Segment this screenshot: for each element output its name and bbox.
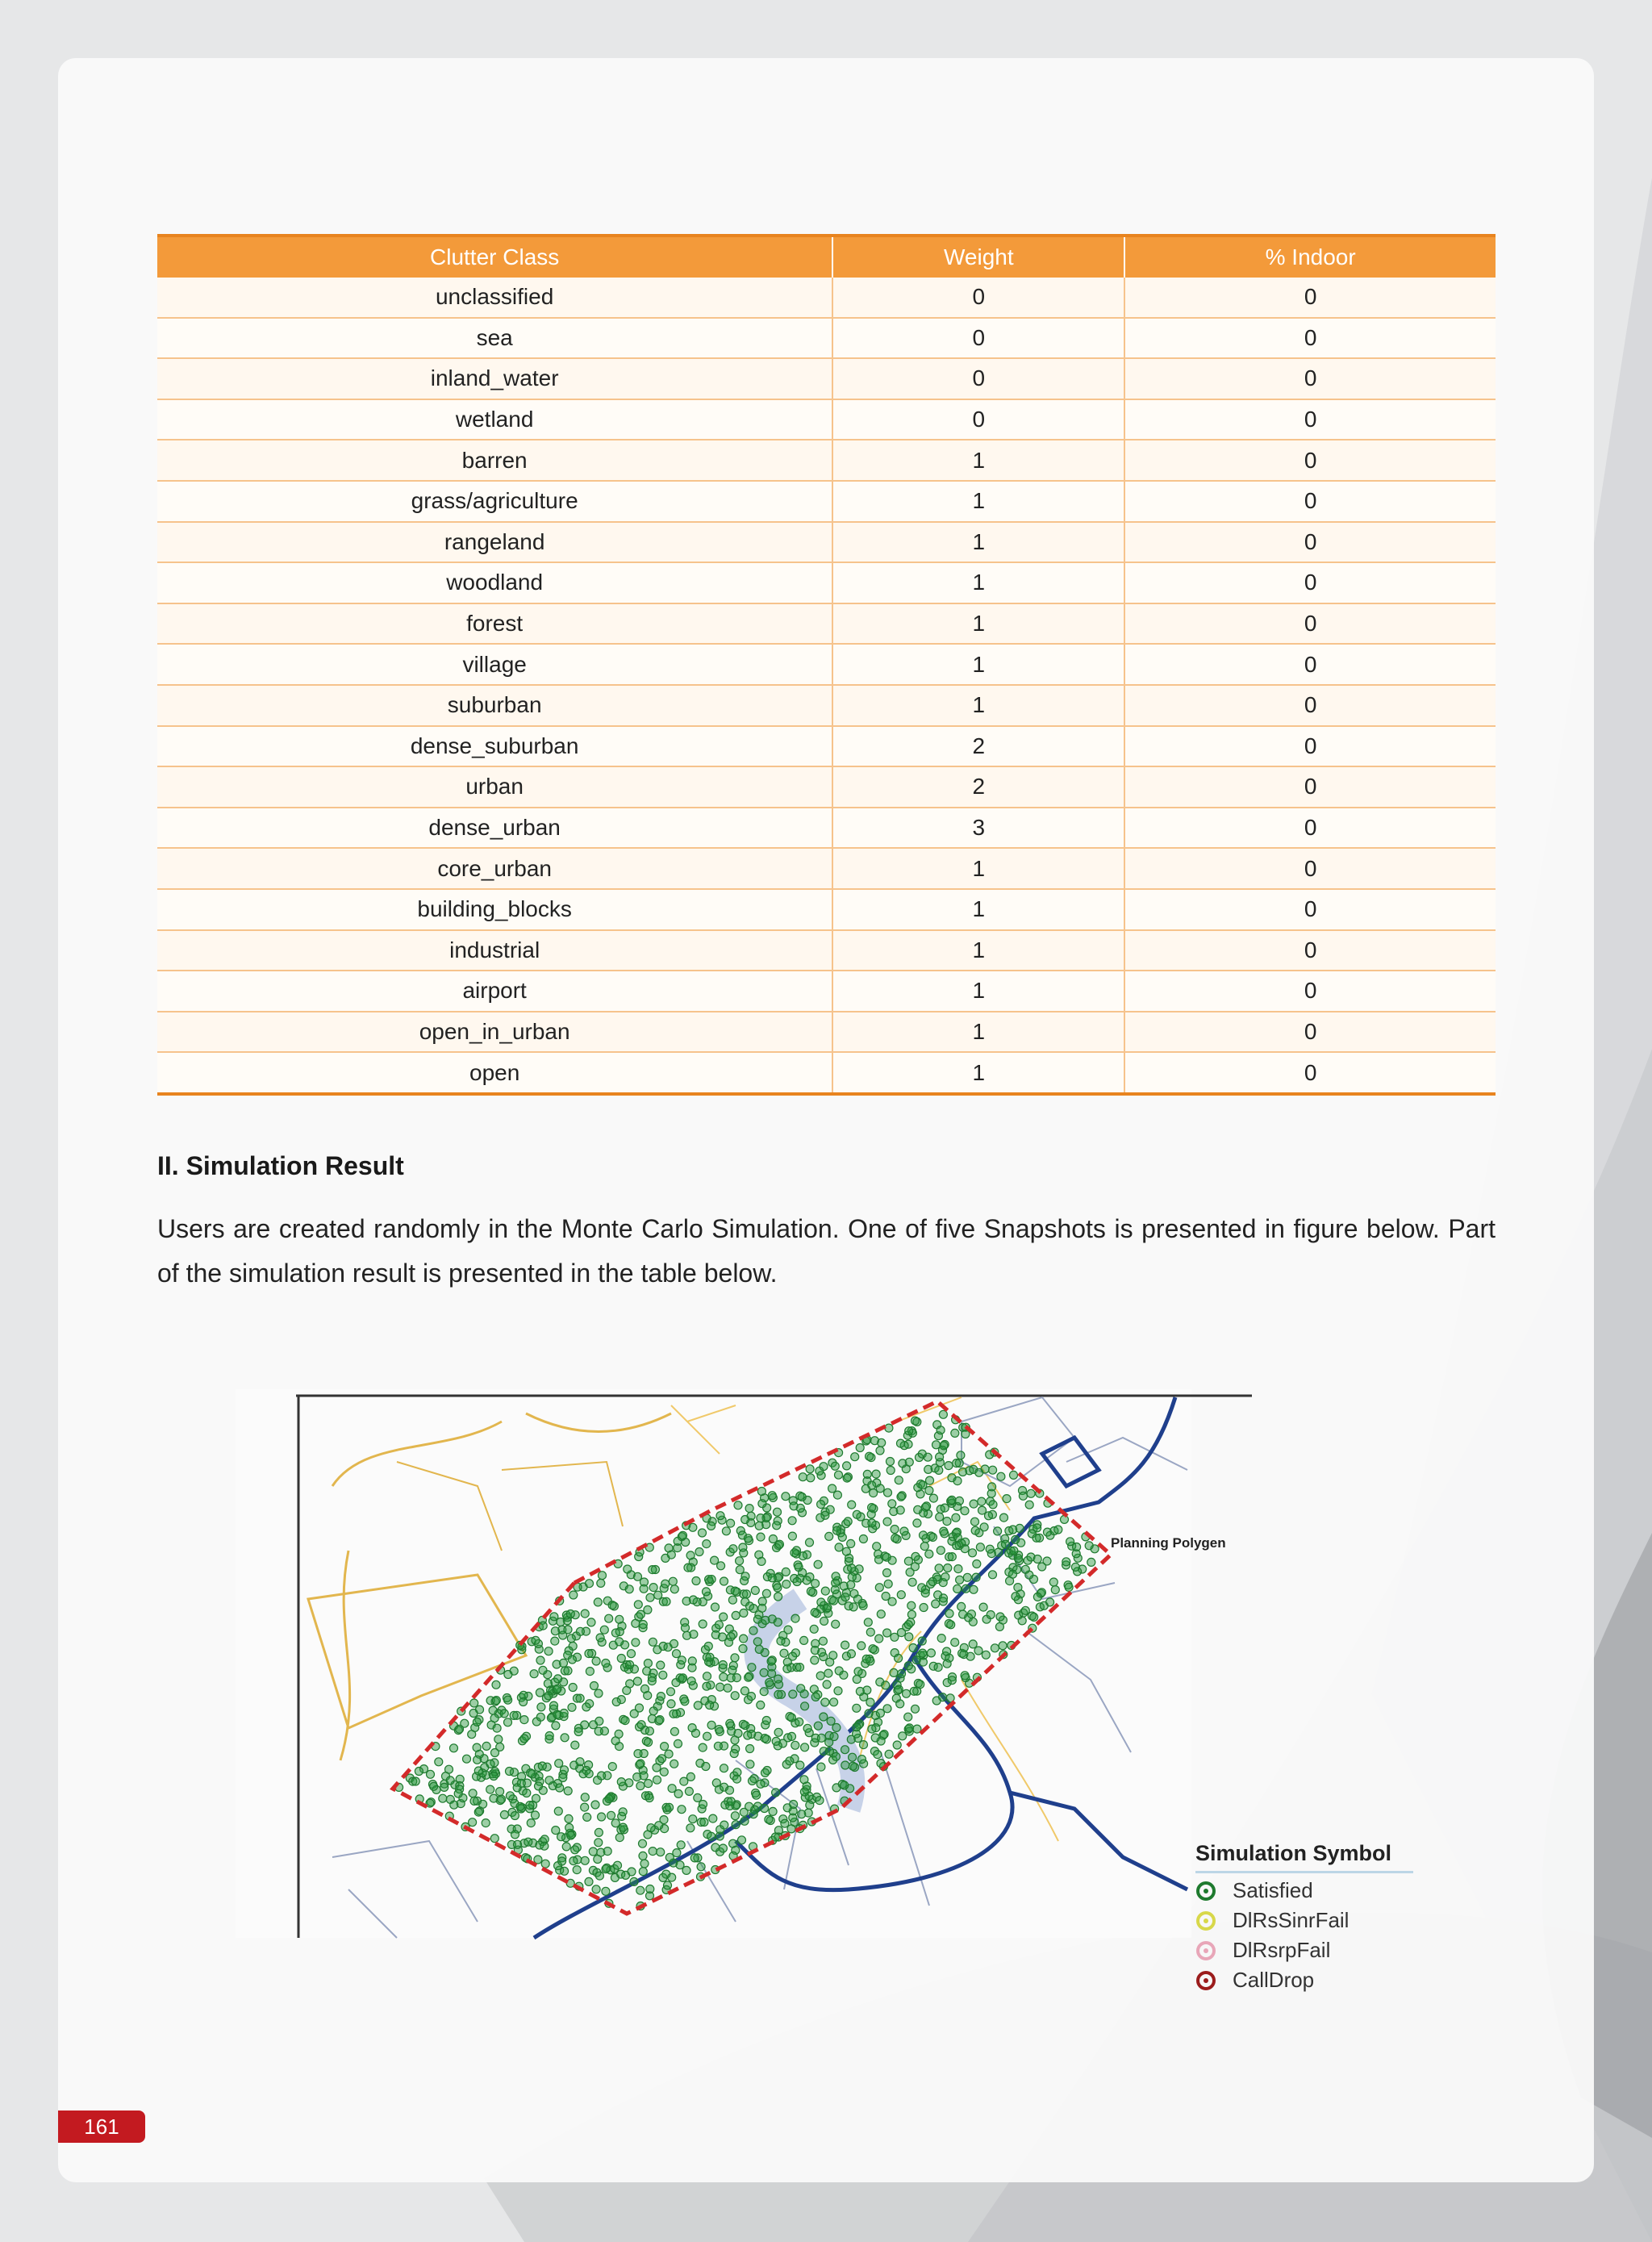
- legend-item: [1195, 1908, 1486, 1933]
- cell-clutter-class: woodland: [157, 562, 832, 603]
- legend-symbol-icon: [1195, 1879, 1233, 1903]
- table-body: [157, 278, 1496, 1094]
- cell-clutter-class: industrial: [157, 930, 832, 971]
- cell-indoor: 0: [1124, 440, 1496, 481]
- legend-item: [1195, 1938, 1486, 1963]
- cell-clutter-class: inland_water: [157, 358, 832, 399]
- legend-item: [1195, 1968, 1486, 1993]
- header-clutter-class: Clutter Class: [157, 236, 832, 278]
- cell-clutter-class: open: [157, 1052, 832, 1094]
- cell-weight: 1: [832, 481, 1124, 522]
- legend-label: CallDrop: [1233, 1968, 1315, 1992]
- cell-weight: 1: [832, 522, 1124, 563]
- cell-indoor: 0: [1124, 481, 1496, 522]
- cell-indoor: 0: [1124, 603, 1496, 645]
- table-row: [157, 808, 1496, 849]
- table-row: [157, 685, 1496, 726]
- section-paragraph: Users are created randomly in the Monte Carlo Simulation. One of five Snapshots is presented in figure below. Part of the simulation result is presented in the table below.: [157, 1214, 1496, 1288]
- cell-clutter-class: unclassified: [157, 278, 832, 318]
- clutter-table-wrapper: [157, 234, 1496, 1096]
- cell-indoor: 0: [1124, 1052, 1496, 1094]
- simulation-map-figure: [236, 1389, 1226, 1938]
- legend-label: Satisfied: [1233, 1878, 1313, 1902]
- cell-weight: 1: [832, 1012, 1124, 1053]
- cell-weight: 1: [832, 1052, 1124, 1094]
- cell-clutter-class: sea: [157, 318, 832, 359]
- cell-indoor: 0: [1124, 358, 1496, 399]
- cell-weight: 1: [832, 930, 1124, 971]
- cell-indoor: 0: [1124, 522, 1496, 563]
- clutter-class-table: [157, 234, 1496, 1096]
- cell-clutter-class: village: [157, 644, 832, 685]
- cell-weight: 1: [832, 848, 1124, 889]
- cell-weight: 1: [832, 440, 1124, 481]
- cell-weight: 3: [832, 808, 1124, 849]
- cell-clutter-class: urban: [157, 766, 832, 808]
- cell-indoor: 0: [1124, 562, 1496, 603]
- table-row: [157, 399, 1496, 440]
- cell-indoor: 0: [1124, 766, 1496, 808]
- cell-clutter-class: grass/agriculture: [157, 481, 832, 522]
- cell-weight: 0: [832, 318, 1124, 359]
- table-row: [157, 562, 1496, 603]
- cell-weight: 0: [832, 278, 1124, 318]
- table-row: [157, 1052, 1496, 1094]
- cell-clutter-class: rangeland: [157, 522, 832, 563]
- legend-label: DlRsSinrFail: [1233, 1908, 1350, 1932]
- cell-indoor: 0: [1124, 318, 1496, 359]
- table-row: [157, 522, 1496, 563]
- cell-weight: 2: [832, 766, 1124, 808]
- table-header-row: [157, 236, 1496, 278]
- cell-clutter-class: building_blocks: [157, 889, 832, 930]
- cell-indoor: 0: [1124, 278, 1496, 318]
- table-row: [157, 726, 1496, 767]
- cell-weight: 1: [832, 685, 1124, 726]
- simulation-legend: [1195, 1841, 1486, 1993]
- cell-indoor: 0: [1124, 726, 1496, 767]
- cell-clutter-class: dense_urban: [157, 808, 832, 849]
- table-row: [157, 278, 1496, 318]
- cell-indoor: 0: [1124, 930, 1496, 971]
- cell-clutter-class: airport: [157, 971, 832, 1012]
- cell-weight: 1: [832, 562, 1124, 603]
- cell-weight: 1: [832, 644, 1124, 685]
- cell-weight: 1: [832, 603, 1124, 645]
- table-row: [157, 358, 1496, 399]
- cell-clutter-class: barren: [157, 440, 832, 481]
- cell-indoor: 0: [1124, 889, 1496, 930]
- cell-indoor: 0: [1124, 848, 1496, 889]
- cell-indoor: 0: [1124, 685, 1496, 726]
- cell-clutter-class: dense_suburban: [157, 726, 832, 767]
- table-row: [157, 1012, 1496, 1053]
- cell-indoor: 0: [1124, 971, 1496, 1012]
- cell-clutter-class: suburban: [157, 685, 832, 726]
- legend-title: Simulation Symbol: [1195, 1841, 1413, 1873]
- legend-item: [1195, 1878, 1486, 1903]
- simulation-map: [236, 1389, 1226, 1938]
- table-row: [157, 318, 1496, 359]
- cell-weight: 1: [832, 971, 1124, 1012]
- legend-symbol-icon: [1195, 1969, 1233, 1993]
- legend-symbol-icon: [1195, 1909, 1233, 1933]
- table-row: [157, 440, 1496, 481]
- legend-symbol-icon: [1195, 1939, 1233, 1963]
- table-row: [157, 766, 1496, 808]
- table-row: [157, 481, 1496, 522]
- cell-indoor: 0: [1124, 399, 1496, 440]
- table-row: [157, 603, 1496, 645]
- legend-label: DlRsrpFail: [1233, 1938, 1331, 1962]
- page-number: 161: [58, 2110, 145, 2143]
- table-row: [157, 644, 1496, 685]
- section-title: II. Simulation Result: [157, 1151, 404, 1180]
- planning-polygon-label: Planning Polygen: [1111, 1535, 1226, 1551]
- cell-weight: 0: [832, 399, 1124, 440]
- cell-clutter-class: open_in_urban: [157, 1012, 832, 1053]
- cell-clutter-class: core_urban: [157, 848, 832, 889]
- cell-indoor: 0: [1124, 1012, 1496, 1053]
- cell-indoor: 0: [1124, 644, 1496, 685]
- table-row: [157, 889, 1496, 930]
- document-page: [58, 58, 1594, 2182]
- table-row: [157, 971, 1496, 1012]
- cell-weight: 0: [832, 358, 1124, 399]
- header-weight: Weight: [832, 236, 1124, 278]
- cell-clutter-class: forest: [157, 603, 832, 645]
- legend-list: [1195, 1878, 1486, 1993]
- cell-weight: 1: [832, 889, 1124, 930]
- table-row: [157, 848, 1496, 889]
- header-indoor: % Indoor: [1124, 236, 1496, 278]
- cell-indoor: 0: [1124, 808, 1496, 849]
- table-row: [157, 930, 1496, 971]
- cell-weight: 2: [832, 726, 1124, 767]
- cell-clutter-class: wetland: [157, 399, 832, 440]
